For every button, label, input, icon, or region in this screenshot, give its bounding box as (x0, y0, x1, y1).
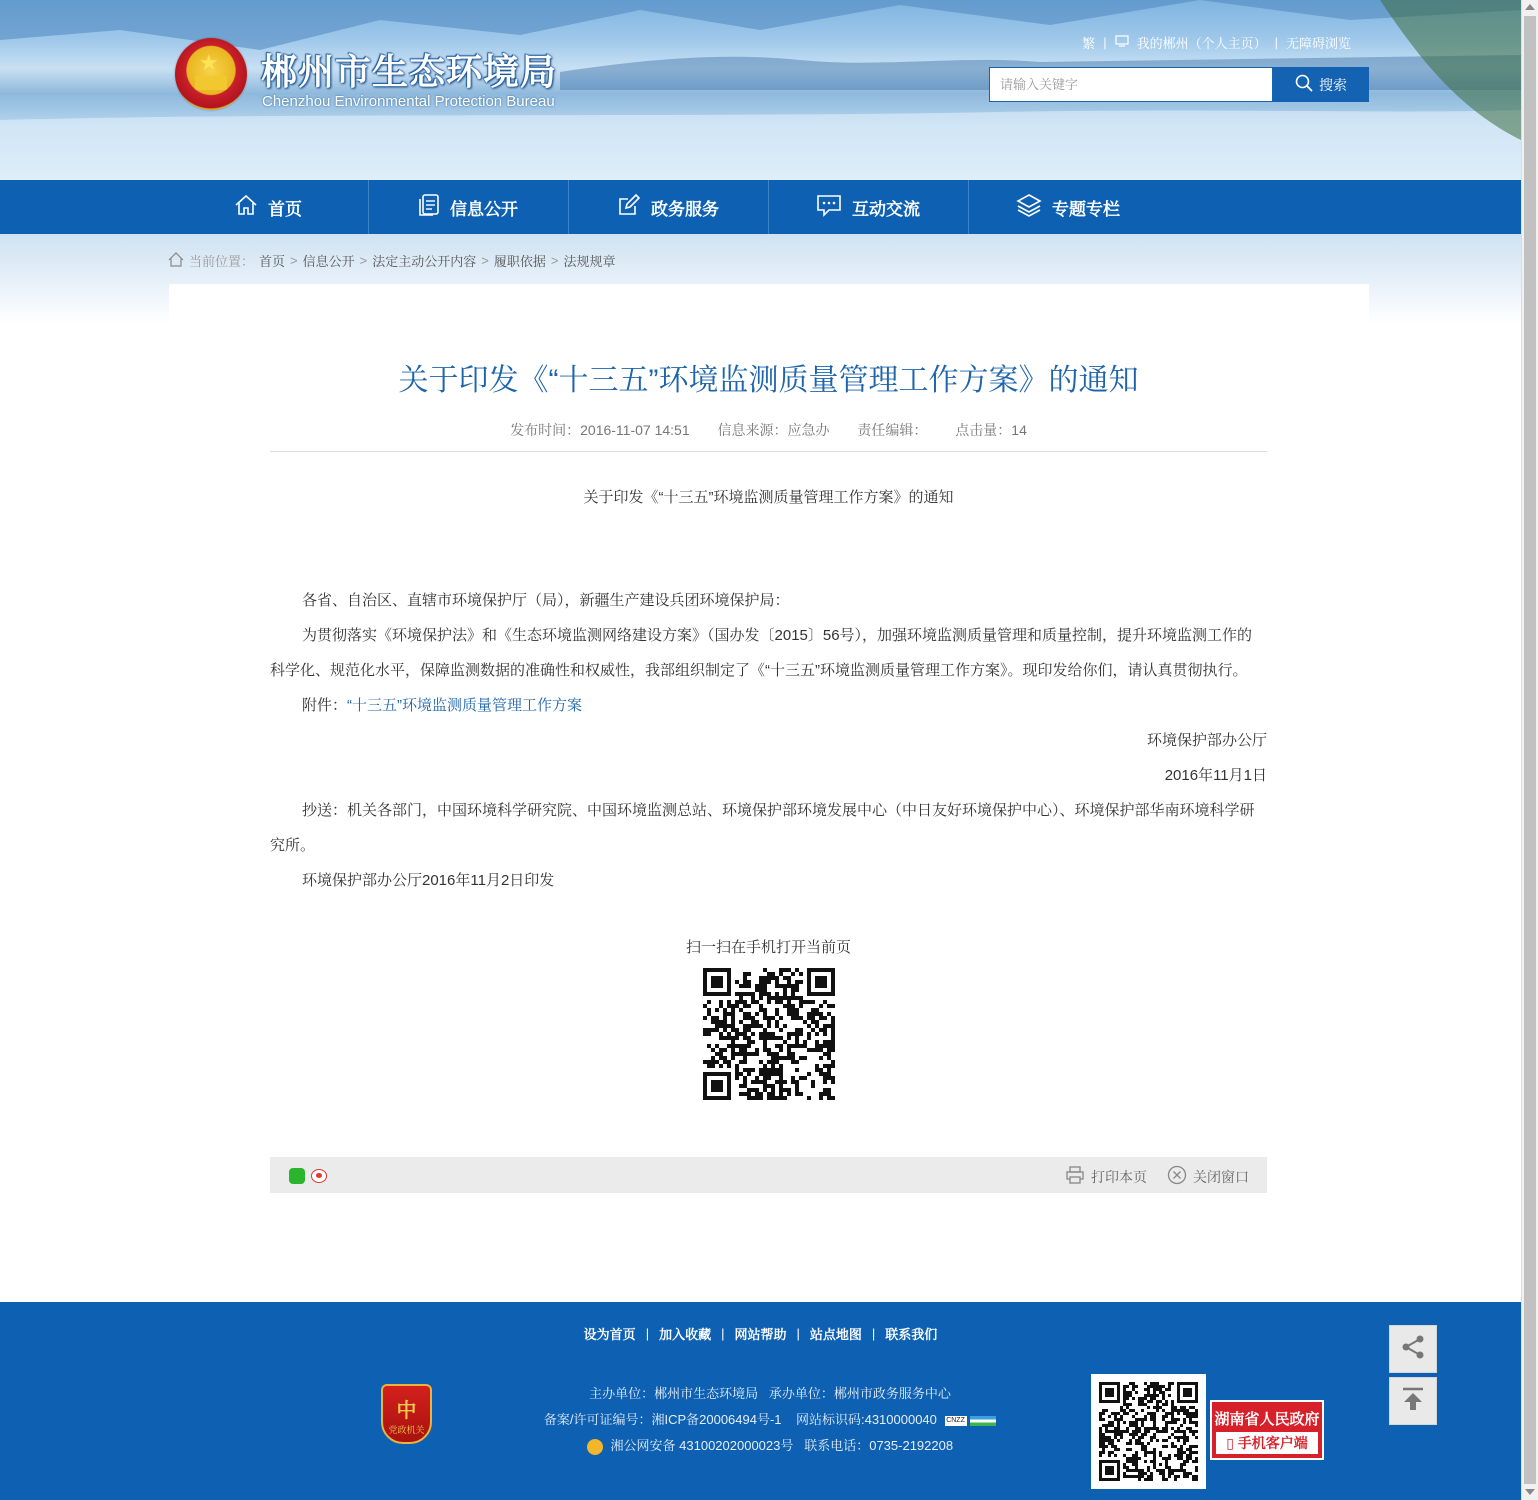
breadcrumb-statutory[interactable]: 法定主动公开内容 (372, 254, 477, 269)
issued-line: 环境保护部办公厅2016年11月2日印发 (302, 872, 555, 889)
document-icon (418, 193, 440, 222)
icp-link[interactable]: 备案/许可证编号：湘ICP备20006494号-1 (543, 1412, 782, 1427)
breadcrumb-regulations[interactable]: 法规规章 (563, 254, 616, 269)
hunan-gov-app-label (1216, 1432, 1318, 1454)
article-title: 关于印发《“十三五”环境监测质量管理工作方案》的通知 (398, 364, 1139, 397)
separator: | (1274, 35, 1278, 50)
share-bar (270, 1157, 1267, 1193)
search-icon (1295, 74, 1313, 95)
wechat-share-icon[interactable] (289, 1168, 305, 1184)
stats-flag-icon (970, 1416, 996, 1426)
close-label: 关闭窗口 (1193, 1168, 1249, 1185)
police-record-link[interactable]: 湘公网安备 43100202000023号 (610, 1438, 794, 1453)
top-links (1082, 33, 1351, 52)
cnzz-stats-icon[interactable]: CNZZ (946, 1416, 965, 1424)
my-chenzhou-link[interactable]: 我的郴州（个人主页） (1136, 36, 1267, 51)
attachment-line (270, 688, 1267, 723)
site-code: 网站标识码:4310000040 (795, 1412, 937, 1427)
hunan-gov-title: 湖南省人民政府 (1214, 1411, 1320, 1428)
close-window-button[interactable] (1167, 1165, 1249, 1188)
traditional-chinese-link[interactable]: 繁 (1082, 36, 1096, 51)
party-government-badge[interactable] (381, 1384, 432, 1444)
article-subtitle: 关于印发《“十三五”环境监测质量管理工作方案》的通知 (583, 489, 954, 506)
search-box (989, 67, 1369, 102)
footer-link-set-homepage[interactable]: 设为首页 (583, 1327, 636, 1342)
national-emblem-logo[interactable]: ★ (175, 38, 247, 110)
breadcrumb-home[interactable]: 首页 (259, 254, 286, 269)
breadcrumb-separator: > (481, 253, 489, 268)
nav-item-label: 互动交流 (852, 199, 920, 219)
footer-link-sitemap[interactable]: 站点地图 (809, 1327, 862, 1342)
footer-links (0, 1324, 1521, 1343)
footer (0, 1302, 1521, 1500)
search-button-label: 搜索 (1319, 76, 1347, 93)
cc-paragraph: 抄送：机关各部门，中国环境科学研究院、中国环境监测总站、环境保护部环境发展中心（中日友好环境保护中心）、环境保护部华南环境科学研究所。 (270, 802, 1255, 854)
attachment-link[interactable]: “十三五”环境监测质量管理工作方案 (347, 697, 583, 714)
nav-item-label: 信息公开 (450, 199, 518, 219)
badge-emblem-icon: 中 (396, 1400, 417, 1422)
chat-icon (816, 193, 842, 222)
separator: | (871, 1326, 876, 1341)
print-label: 打印本页 (1091, 1168, 1147, 1185)
badge-label: 党政机关 (388, 1425, 425, 1435)
nav-item-info[interactable] (368, 180, 568, 234)
scroll-up-arrow-icon[interactable] (1525, 4, 1535, 10)
contact-phone: 联系电话：0735-2192208 (804, 1438, 954, 1453)
edit-icon (617, 193, 641, 222)
header-banner (0, 0, 1521, 180)
signature-org: 环境保护部办公厅 (1146, 732, 1267, 749)
article-body (270, 583, 1267, 898)
share-icon (1399, 1333, 1427, 1366)
nav-item-topics[interactable] (968, 180, 1168, 234)
article-meta (270, 420, 1267, 440)
publish-time: 发布时间：2016-11-07 14:51 (510, 422, 690, 438)
back-to-top-button[interactable] (1389, 1377, 1437, 1425)
scroll-down-arrow-icon[interactable] (1525, 1489, 1535, 1495)
main-nav (0, 180, 1521, 234)
footer-icp-line (470, 1407, 1070, 1433)
search-input[interactable]: 请输入关键字 (989, 67, 1273, 102)
search-button[interactable] (1273, 67, 1369, 102)
hunan-gov-sub: 手机客户端 (1237, 1435, 1308, 1451)
site-subtitle: Chenzhou Environmental Protection Bureau (262, 93, 555, 110)
footer-info (470, 1381, 1070, 1459)
accessibility-link[interactable]: 无障碍浏览 (1285, 36, 1351, 51)
home-icon (234, 194, 258, 221)
police-badge-icon (587, 1439, 603, 1455)
vertical-scrollbar[interactable] (1521, 0, 1538, 1500)
footer-link-help[interactable]: 网站帮助 (734, 1327, 787, 1342)
breadcrumb-separator: > (290, 253, 298, 268)
breadcrumb-separator: > (359, 253, 368, 268)
nav-item-home[interactable] (168, 180, 368, 234)
view-count: 点击量：14 (955, 422, 1027, 438)
host-unit: 主办单位：郴州市生态环境局 (589, 1386, 759, 1401)
arrow-up-icon (1399, 1385, 1427, 1418)
footer-qr-image (1099, 1382, 1198, 1481)
editor: 责任编辑： (857, 422, 928, 438)
print-button[interactable] (1065, 1165, 1147, 1188)
separator: | (721, 1326, 725, 1341)
breadcrumb-prefix: 当前位置： (189, 254, 255, 269)
main-paragraph: 为贯彻落实《环境保护法》和《生态环境监测网络建设方案》（国办发〔2015〕56号），加强环境监测质量管理和质量控制，提升环境监测工作的科学化、规范化水平，保障监测数据的准确性和权威性，我部组织制定了《“十三五”环境监测质量管理工作方案》。现印发给你们，请认真贯彻执行。 (270, 627, 1253, 679)
weibo-share-icon[interactable] (311, 1169, 327, 1183)
breadcrumb-basis[interactable]: 履职依据 (493, 254, 546, 269)
separator: | (796, 1326, 800, 1341)
divider (270, 451, 1267, 452)
printer-icon (1065, 1165, 1085, 1188)
nav-item-interaction[interactable] (768, 180, 968, 234)
site-title[interactable]: 郴州市生态环境局 (261, 51, 558, 92)
salutation: 各省、自治区、直辖市环境保护厅（局），新疆生产建设兵团环境保护局： (302, 592, 790, 609)
footer-police-line (470, 1433, 1070, 1459)
hunan-gov-app-button[interactable] (1210, 1400, 1324, 1460)
footer-qr-code (1091, 1374, 1206, 1489)
separator: | (645, 1326, 650, 1341)
nav-item-label: 专题专栏 (1052, 199, 1120, 219)
info-source: 信息来源：应急办 (717, 422, 830, 438)
undertaker-unit: 承办单位：郴州市政务服务中心 (768, 1386, 951, 1401)
scrollbar-thumb[interactable] (1524, 16, 1536, 1484)
page-qr-code (703, 968, 835, 1100)
nav-item-label: 首页 (268, 199, 302, 219)
attachment-label: 附件： (302, 697, 348, 714)
close-icon (1167, 1165, 1187, 1188)
monitor-icon (1115, 35, 1129, 50)
home-icon (168, 252, 184, 270)
phone-icon: ▯ (1226, 1435, 1234, 1451)
breadcrumb (168, 251, 615, 270)
qr-caption: 扫一扫在手机打开当前页 (685, 939, 851, 956)
layers-icon (1016, 193, 1042, 222)
signature-date: 2016年11月1日 (1164, 767, 1267, 784)
breadcrumb-separator: > (550, 253, 559, 268)
nav-item-services[interactable] (568, 180, 768, 234)
footer-link-contact[interactable]: 联系我们 (885, 1327, 938, 1342)
separator: | (1103, 35, 1107, 50)
breadcrumb-info[interactable]: 信息公开 (302, 254, 355, 269)
share-float-button[interactable] (1389, 1325, 1437, 1373)
nav-item-label: 政务服务 (651, 199, 719, 219)
footer-org-line (470, 1381, 1070, 1407)
footer-link-favorite[interactable]: 加入收藏 (659, 1327, 712, 1342)
